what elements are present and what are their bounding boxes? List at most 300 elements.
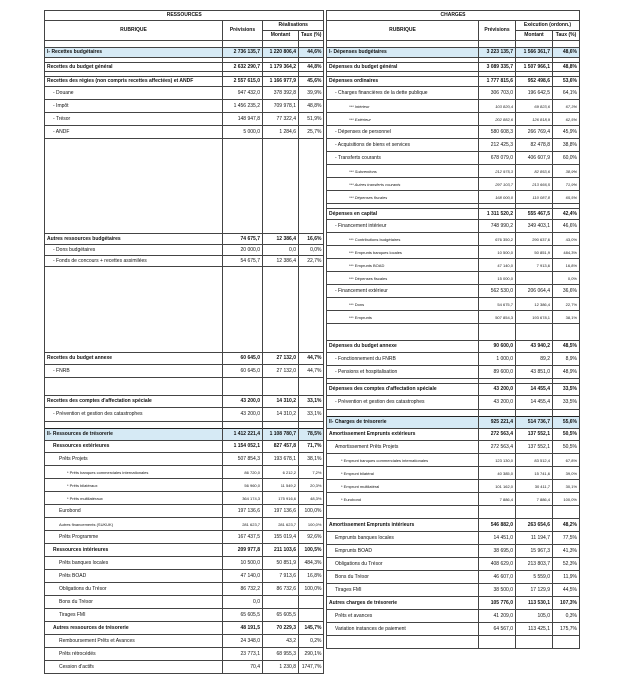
row-previsions: 507 854,3 [479, 311, 516, 324]
row-taux: 0,0% [299, 245, 324, 256]
table-row [327, 558, 580, 571]
row-previsions: 56 960,0 [223, 479, 263, 492]
row-label: - Charges financières de la dette publique [327, 87, 479, 100]
table-row [327, 396, 580, 410]
row-taux: 175,7% [553, 623, 580, 636]
row-label: - Dons budgétaires [45, 245, 223, 256]
row-montant: 1 179 364,2 [263, 63, 299, 72]
row-label: Emprunts banques locales [327, 532, 479, 545]
row-previsions: 1 777 815,6 [479, 77, 516, 87]
row-montant: 12 386,4 [516, 298, 553, 311]
row-montant: 1 284,6 [263, 126, 299, 139]
row-taux: 78,5% [299, 429, 324, 441]
row-montant: 11 549,2 [263, 479, 299, 492]
row-montant: 12 386,4 [263, 256, 299, 267]
row-montant: 7 886,4 [516, 493, 553, 506]
row-montant: 213 803,7 [516, 558, 553, 571]
row-label: Cession d'actifs [45, 661, 223, 674]
row-taux [553, 506, 580, 519]
row-montant: 110 087,8 [516, 191, 553, 204]
row-taux: 55,6% [553, 417, 580, 429]
table-row [327, 519, 580, 532]
table-row [45, 100, 324, 113]
row-taux: 44,7% [299, 365, 324, 378]
row-montant: 27 132,0 [263, 353, 299, 365]
row-label: *** Dépenses fiscales [327, 272, 479, 285]
row-label: - ANDF [45, 126, 223, 139]
row-label: - Financement intérieur [327, 220, 479, 233]
row-montant: 7 913,6 [516, 259, 553, 272]
table-row [45, 583, 324, 596]
row-previsions: 281 623,7 [223, 518, 263, 531]
spacer-row [45, 267, 324, 353]
row-taux: 25,7% [299, 126, 324, 139]
row-label: Emprunts BOAD [327, 545, 479, 558]
row-montant: 77 322,4 [263, 113, 299, 126]
row-taux: 33,1% [299, 408, 324, 422]
row-previsions: 47 140,0 [223, 570, 263, 583]
row-taux: 48,9% [553, 366, 580, 379]
row-montant: 113 425,1 [516, 623, 553, 636]
charges-title: CHARGES [327, 11, 580, 21]
table-row [327, 139, 580, 152]
row-label: Eurobond [45, 505, 223, 518]
row-previsions: 103 820,4 [479, 100, 516, 113]
table-row [45, 544, 324, 557]
row-label: - Pensions et hospitalisation [327, 366, 479, 379]
row-taux: 92,6% [299, 531, 324, 544]
montant-header: Montant [516, 31, 553, 41]
row-montant: 281 623,7 [263, 518, 299, 531]
row-taux: 36,6% [553, 285, 580, 298]
row-montant: 83 512,4 [516, 454, 553, 467]
row-taux: 22,7% [553, 298, 580, 311]
row-taux: 107,3% [553, 597, 580, 610]
row-previsions: 297 103,7 [479, 178, 516, 191]
row-taux: 51,9% [299, 113, 324, 126]
row-montant: 89,2 [516, 353, 553, 366]
row-montant: 50 851,9 [263, 557, 299, 570]
row-montant: 952 498,6 [516, 77, 553, 87]
row-montant: 70 229,3 [263, 622, 299, 635]
row-taux: 71,9% [553, 178, 580, 191]
resources-title: RESSOURCES [45, 11, 324, 21]
row-taux: 41,3% [553, 545, 580, 558]
row-label: *** Emprunts banques locales [327, 246, 479, 259]
row-taux: 64,1% [553, 87, 580, 100]
row-label: * Emprunt bilatéral [327, 467, 479, 480]
row-montant [263, 596, 299, 609]
row-label: - Douane [45, 87, 223, 100]
row-montant: 827 457,8 [263, 441, 299, 453]
row-previsions: 15 000,0 [479, 272, 516, 285]
row-label: Bons du Trésor [327, 571, 479, 584]
row-montant: 43,2 [263, 635, 299, 648]
table-row [45, 648, 324, 661]
row-montant: 137 552,1 [516, 429, 553, 441]
row-montant: 193 678,1 [263, 453, 299, 466]
row-label: *** Contributions budgétaires [327, 233, 479, 246]
row-montant: 1 108 780,7 [263, 429, 299, 441]
table-row [327, 220, 580, 233]
table-row [327, 246, 580, 259]
row-label: Autres ressources budgétaires [45, 234, 223, 245]
row-previsions: 947 432,0 [223, 87, 263, 100]
table-row [327, 506, 580, 519]
taux-header: Taux (%) [299, 31, 324, 41]
row-label: Recettes des régies (non compris recettes affectées) et ANDF [45, 77, 223, 87]
row-label: Prêts rétrocédés [45, 648, 223, 661]
row-previsions: 2 557 615,0 [223, 77, 263, 87]
row-montant: 17 129,9 [516, 584, 553, 597]
row-montant: 197 136,6 [263, 505, 299, 518]
table-row [327, 366, 580, 379]
table-row [327, 441, 580, 454]
row-label: Dépenses en capital [327, 209, 479, 220]
row-previsions: 364 174,3 [223, 492, 263, 505]
row-previsions: 546 882,0 [479, 519, 516, 532]
row-montant: 1 507 966,1 [516, 63, 553, 72]
row-label: Prêts BOAD [45, 570, 223, 583]
row-label: *** Emprunts [327, 311, 479, 324]
execution-header: Exécution (ordonn.) [516, 21, 580, 31]
row-label: * Prêts bilatéraux [45, 479, 223, 492]
row-montant: 113 530,1 [516, 597, 553, 610]
row-label: *** Emprunts BOAD [327, 259, 479, 272]
table-row [45, 256, 324, 267]
table-row [327, 63, 580, 72]
row-label: - Fonds de concours + recettes assimilées [45, 256, 223, 267]
row-montant: 50 851,9 [516, 246, 553, 259]
row-label: - Impôt [45, 100, 223, 113]
row-montant: 266 769,4 [516, 126, 553, 139]
row-taux: 38,1% [299, 453, 324, 466]
row-montant: 263 654,6 [516, 519, 553, 532]
row-previsions: 1 456 235,2 [223, 100, 263, 113]
row-label [327, 636, 479, 649]
row-previsions: 306 703,0 [479, 87, 516, 100]
row-previsions: 507 854,3 [223, 453, 263, 466]
row-montant: 65 605,5 [263, 609, 299, 622]
row-label: Amortissement Prêts Projets [327, 441, 479, 454]
row-label: Recettes des comptes d'affectation spéciale [45, 396, 223, 408]
row-previsions: 43 200,0 [223, 396, 263, 408]
row-taux: 48,8% [553, 63, 580, 72]
row-taux: 16,8% [553, 259, 580, 272]
row-montant: 213 666,5 [516, 178, 553, 191]
table-row [327, 384, 580, 396]
table-row [45, 479, 324, 492]
table-row [45, 77, 324, 87]
previsions-header: Prévisions [223, 21, 263, 41]
row-taux: 20,3% [299, 479, 324, 492]
table-row [45, 518, 324, 531]
row-previsions: 408 629,0 [479, 558, 516, 571]
row-label: Dépenses ordinaires [327, 77, 479, 87]
row-label: I- Recettes budgétaires [45, 48, 223, 58]
row-previsions: 3 223 135,7 [479, 48, 516, 58]
row-previsions: 20 000,0 [223, 245, 263, 256]
row-taux: 50,5% [553, 429, 580, 441]
row-previsions: 10 500,0 [223, 557, 263, 570]
table-row [45, 492, 324, 505]
row-previsions: 101 162,0 [479, 480, 516, 493]
row-previsions: 272 563,4 [479, 441, 516, 454]
row-taux: 33,1% [299, 396, 324, 408]
row-montant: 290 637,6 [516, 233, 553, 246]
row-label: * Emprunt banques commerciales internationales [327, 454, 479, 467]
table-row [45, 505, 324, 518]
row-montant: 43 940,2 [516, 341, 553, 353]
row-montant: 206 064,4 [516, 285, 553, 298]
table-row [45, 48, 324, 58]
row-montant: 175 916,6 [263, 492, 299, 505]
row-taux: 44,7% [299, 353, 324, 365]
row-taux: 44,5% [553, 584, 580, 597]
table-row [45, 429, 324, 441]
row-previsions: 148 947,8 [223, 113, 263, 126]
row-label: Dépenses du budget annexe [327, 341, 479, 353]
table-row [45, 245, 324, 256]
row-taux: 53,6% [553, 77, 580, 87]
row-label: Prêts banques locales [45, 557, 223, 570]
row-montant: 137 552,1 [516, 441, 553, 454]
row-previsions: 202 882,6 [479, 113, 516, 126]
previsions-header: Prévisions [479, 21, 516, 41]
spacer-row [327, 41, 580, 48]
row-taux: 44,6% [299, 48, 324, 58]
row-label: *** Extérieur [327, 113, 479, 126]
row-label: *** Intérieur [327, 100, 479, 113]
row-label: Obligations du Trésor [327, 558, 479, 571]
row-montant: 709 978,1 [263, 100, 299, 113]
row-previsions: 2 736 135,7 [223, 48, 263, 58]
table-row [45, 365, 324, 378]
row-label: Prêts Projets [45, 453, 223, 466]
row-taux: 11,9% [553, 571, 580, 584]
table-row [327, 417, 580, 429]
row-label: II- Ressources de trésorerie [45, 429, 223, 441]
row-montant: 555 467,5 [516, 209, 553, 220]
row-previsions: 90 600,0 [479, 341, 516, 353]
row-taux: 45,6% [299, 77, 324, 87]
table-row [327, 298, 580, 311]
row-label: I- Dépenses budgétaires [327, 48, 479, 58]
row-montant: 27 132,0 [263, 365, 299, 378]
row-label: * Eurobond [327, 493, 479, 506]
row-label: *** Autres transferts courants [327, 178, 479, 191]
row-taux: 8,9% [553, 353, 580, 366]
row-previsions: 3 089 335,7 [479, 63, 516, 72]
table-row [327, 545, 580, 558]
table-row [327, 191, 580, 204]
row-label [327, 506, 479, 519]
table-row [45, 661, 324, 674]
table-row [327, 165, 580, 178]
row-taux [299, 609, 324, 622]
row-taux: 62,5% [553, 113, 580, 126]
row-label: Autres financements (SUKUK) [45, 518, 223, 531]
row-previsions: 212 425,3 [479, 139, 516, 152]
row-label: Autres charges de trésorerie [327, 597, 479, 610]
row-previsions: 209 977,8 [223, 544, 263, 557]
row-taux: 33,5% [553, 384, 580, 396]
row-previsions [479, 636, 516, 649]
table-row [327, 454, 580, 467]
row-label: - Transferts courants [327, 152, 479, 165]
row-montant: 14 455,4 [516, 384, 553, 396]
row-previsions: 1 412 221,4 [223, 429, 263, 441]
row-label: Bons du Trésor [45, 596, 223, 609]
row-previsions: 74 675,7 [223, 234, 263, 245]
row-montant [516, 636, 553, 649]
row-label: Obligations du Trésor [45, 583, 223, 596]
row-previsions: 7 886,4 [479, 493, 516, 506]
row-montant: 15 967,3 [516, 545, 553, 558]
row-taux: 100,5% [299, 544, 324, 557]
row-previsions: 10 500,0 [479, 246, 516, 259]
row-previsions: 123 130,0 [479, 454, 516, 467]
table-row [45, 234, 324, 245]
row-label: *** Subventions [327, 165, 479, 178]
row-taux: 48,8% [299, 100, 324, 113]
row-taux: 39,0% [553, 467, 580, 480]
row-label: Tirages FMI [327, 584, 479, 597]
row-montant: 14 310,2 [263, 396, 299, 408]
row-previsions: 64 567,0 [479, 623, 516, 636]
table-row [327, 353, 580, 366]
row-label: Prêts et avances [327, 610, 479, 623]
row-previsions: 1 311 520,2 [479, 209, 516, 220]
row-label: Tirages FMI [45, 609, 223, 622]
row-previsions: 86 720,0 [223, 466, 263, 479]
row-taux: 46,6% [553, 220, 580, 233]
table-row [327, 493, 580, 506]
row-previsions: 43 200,0 [479, 396, 516, 410]
table-row [45, 466, 324, 479]
row-previsions: 47 140,0 [479, 259, 516, 272]
spacer-row [45, 422, 324, 429]
table-row [45, 570, 324, 583]
row-taux: 67,8% [553, 454, 580, 467]
table-row [45, 408, 324, 422]
row-montant: 126 818,9 [516, 113, 553, 126]
row-montant: 86 732,6 [263, 583, 299, 596]
taux-header: Taux (%) [553, 31, 580, 41]
row-label: Ressources extérieures [45, 441, 223, 453]
row-taux: 38,8% [553, 139, 580, 152]
table-row [327, 77, 580, 87]
row-taux: 77,5% [553, 532, 580, 545]
row-previsions: 2 632 290,7 [223, 63, 263, 72]
row-previsions: 1 154 052,1 [223, 441, 263, 453]
row-previsions: 40 385,0 [479, 467, 516, 480]
row-previsions: 197 136,6 [223, 505, 263, 518]
row-previsions: 5 000,0 [223, 126, 263, 139]
row-previsions: 678 079,0 [479, 152, 516, 165]
table-row [327, 532, 580, 545]
row-previsions: 168 000,0 [479, 191, 516, 204]
row-taux: 48,3% [299, 492, 324, 505]
row-taux: 65,5% [553, 191, 580, 204]
row-montant: 1 220 806,4 [263, 48, 299, 58]
row-label: Ressources intérieures [45, 544, 223, 557]
row-montant: 378 392,8 [263, 87, 299, 100]
table-row [45, 453, 324, 466]
row-label: - Dépenses de personnel [327, 126, 479, 139]
table-row [45, 396, 324, 408]
row-taux: 145,7% [299, 622, 324, 635]
row-previsions: 272 563,4 [479, 429, 516, 441]
row-previsions: 580 608,3 [479, 126, 516, 139]
row-montant: 1 566 361,7 [516, 48, 553, 58]
row-label: - Prévention et gestion des catastrophes [45, 408, 223, 422]
table-row [45, 353, 324, 365]
row-previsions: 14 451,0 [479, 532, 516, 545]
row-taux: 48,5% [553, 341, 580, 353]
row-label: Remboursement Prêts et Avances [45, 635, 223, 648]
table-row [45, 635, 324, 648]
table-row [327, 597, 580, 610]
row-montant: 69 823,6 [516, 100, 553, 113]
row-taux: 33,5% [553, 396, 580, 410]
table-row [45, 441, 324, 453]
row-montant: 196 642,5 [516, 87, 553, 100]
row-taux: 42,4% [553, 209, 580, 220]
table-row [327, 429, 580, 441]
row-montant: 211 103,6 [263, 544, 299, 557]
row-previsions: 86 732,2 [223, 583, 263, 596]
row-label: *** Dépenses fiscales [327, 191, 479, 204]
row-previsions: 167 437,5 [223, 531, 263, 544]
row-montant: 68 955,3 [263, 648, 299, 661]
row-label: Recettes du budget annexe [45, 353, 223, 365]
row-taux: 0,3% [553, 610, 580, 623]
row-taux: 100,0% [299, 505, 324, 518]
row-montant: 12 386,4 [263, 234, 299, 245]
row-label: * Prêts multilatéraux [45, 492, 223, 505]
row-taux: 44,8% [299, 63, 324, 72]
table-row [327, 341, 580, 353]
row-previsions [479, 506, 516, 519]
row-taux: 38,9% [553, 165, 580, 178]
row-label: Prêts Programme [45, 531, 223, 544]
row-previsions: 48 191,5 [223, 622, 263, 635]
row-taux: 16,6% [299, 234, 324, 245]
table-row [327, 272, 580, 285]
row-label: - Acquisitions de biens et services [327, 139, 479, 152]
row-montant: 43 851,0 [516, 366, 553, 379]
row-taux: 484,3% [299, 557, 324, 570]
table-row [45, 531, 324, 544]
table-row [327, 113, 580, 126]
row-montant: 349 403,1 [516, 220, 553, 233]
table-row [327, 285, 580, 298]
row-taux: 100,0% [299, 518, 324, 531]
row-previsions: 748 990,2 [479, 220, 516, 233]
rubrique-header: RUBRIQUE [327, 21, 479, 41]
row-previsions: 60 645,0 [223, 353, 263, 365]
table-row [45, 557, 324, 570]
table-row [327, 126, 580, 139]
row-taux: 16,8% [299, 570, 324, 583]
table-row [327, 100, 580, 113]
row-label: - Fonctionnement du FNRB [327, 353, 479, 366]
row-montant: 6 212,2 [263, 466, 299, 479]
row-previsions: 562 530,0 [479, 285, 516, 298]
table-row [45, 609, 324, 622]
row-taux: 45,9% [553, 126, 580, 139]
